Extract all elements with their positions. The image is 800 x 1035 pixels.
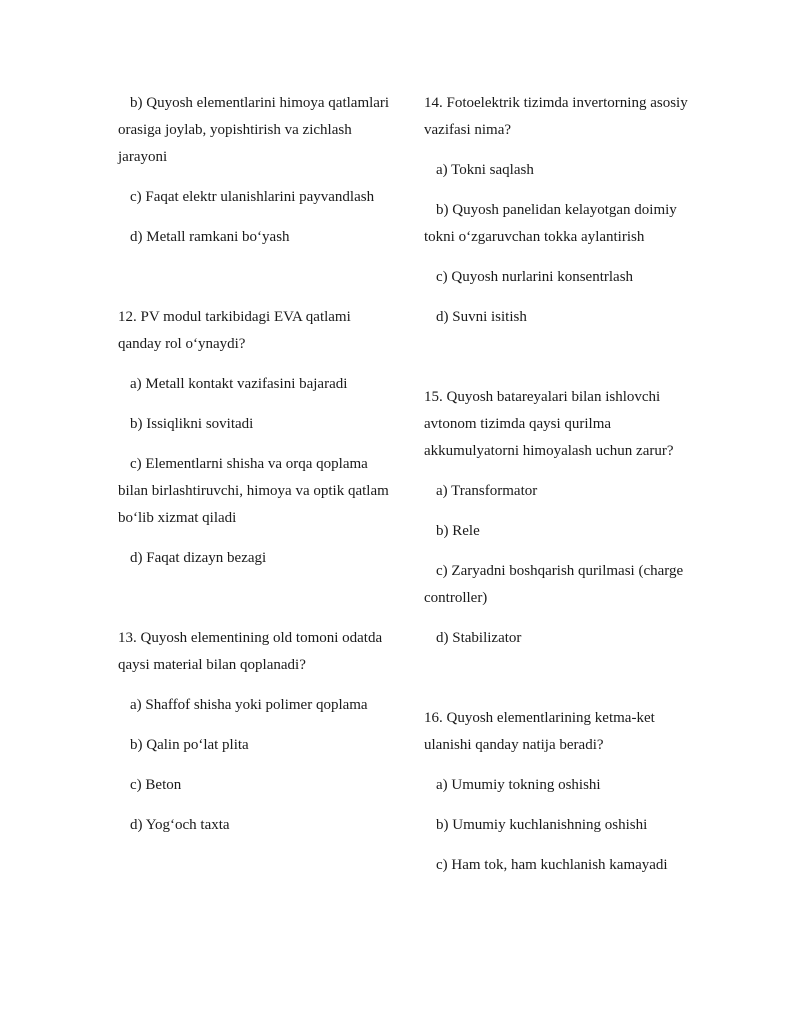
question-15-option-a: a) Transformator [436,483,538,499]
question-14-option-c: c) Quyosh nurlarini konsentrlash [436,269,634,285]
question-13-option-a: a) Shaffof shisha yoki polimer qoplama [130,697,368,713]
question-13-option-c: c) Beton [130,777,182,793]
question-12-title: 12. PV modul tarkibidagi EVA qatlami qanday rol o‘ynaydi? [118,309,351,352]
question-11-option-d: d) Metall ramkani bo‘yash [130,229,290,245]
question-11-option-c: c) Faqat elektr ulanishlarini payvandlash [130,189,375,205]
question-16 [424,705,689,879]
question-14-option-a: a) Tokni saqlash [436,162,534,178]
question-13 [118,625,393,839]
question-13-title: 13. Quyosh elementining old tomoni odatda qaysi material bilan qoplanadi? [118,630,383,673]
question-13-option-b: b) Qalin po‘lat plita [130,737,249,753]
right-column [424,90,689,879]
question-15 [424,384,689,652]
question-16-option-b: b) Umumiy kuchlanishning oshishi [436,817,648,833]
question-16-option-a: a) Umumiy tokning oshishi [436,777,601,793]
question-14-option-b: b) Quyosh panelidan kelayotgan doimiy tokni o‘zgaruvchan tokka aylantirish [424,202,677,245]
question-12-option-d: d) Faqat dizayn bezagi [130,550,267,566]
question-13-option-d: d) Yog‘och taxta [130,817,230,833]
question-16-option-c: c) Ham tok, ham kuchlanish kamayadi [436,857,668,873]
question-15-option-d: d) Stabilizator [436,630,522,646]
question-12 [118,304,393,572]
question-12-option-a: a) Metall kontakt vazifasini bajaradi [130,376,348,392]
question-11-option-b: b) Quyosh elementlarini himoya qatlamlari orasiga joylab, yopishtirish va zichlash jarayoni [118,95,390,165]
question-14-option-d: d) Suvni isitish [436,309,527,325]
question-16-title: 16. Quyosh elementlarining ketma-ket ulanishi qanday natija beradi? [424,710,655,753]
question-15-title: 15. Quyosh batareyalari bilan ishlovchi avtonom tizimda qaysi qurilma akkumulyatorni himoyalash uchun zarur? [424,389,674,459]
question-14 [424,90,689,331]
left-column [118,90,393,839]
question-14-title: 14. Fotoelektrik tizimda invertorning asosiy vazifasi nima? [424,95,688,138]
question-15-option-c: c) Zaryadni boshqarish qurilmasi (charge controller) [424,563,684,606]
question-12-option-c: c) Elementlarni shisha va orqa qoplama bilan birlashtiruvchi, himoya va optik qatlam bo‘lib xizmat qiladi [118,456,389,526]
question-15-option-b: b) Rele [436,523,480,539]
question-12-option-b: b) Issiqlikni sovitadi [130,416,254,432]
